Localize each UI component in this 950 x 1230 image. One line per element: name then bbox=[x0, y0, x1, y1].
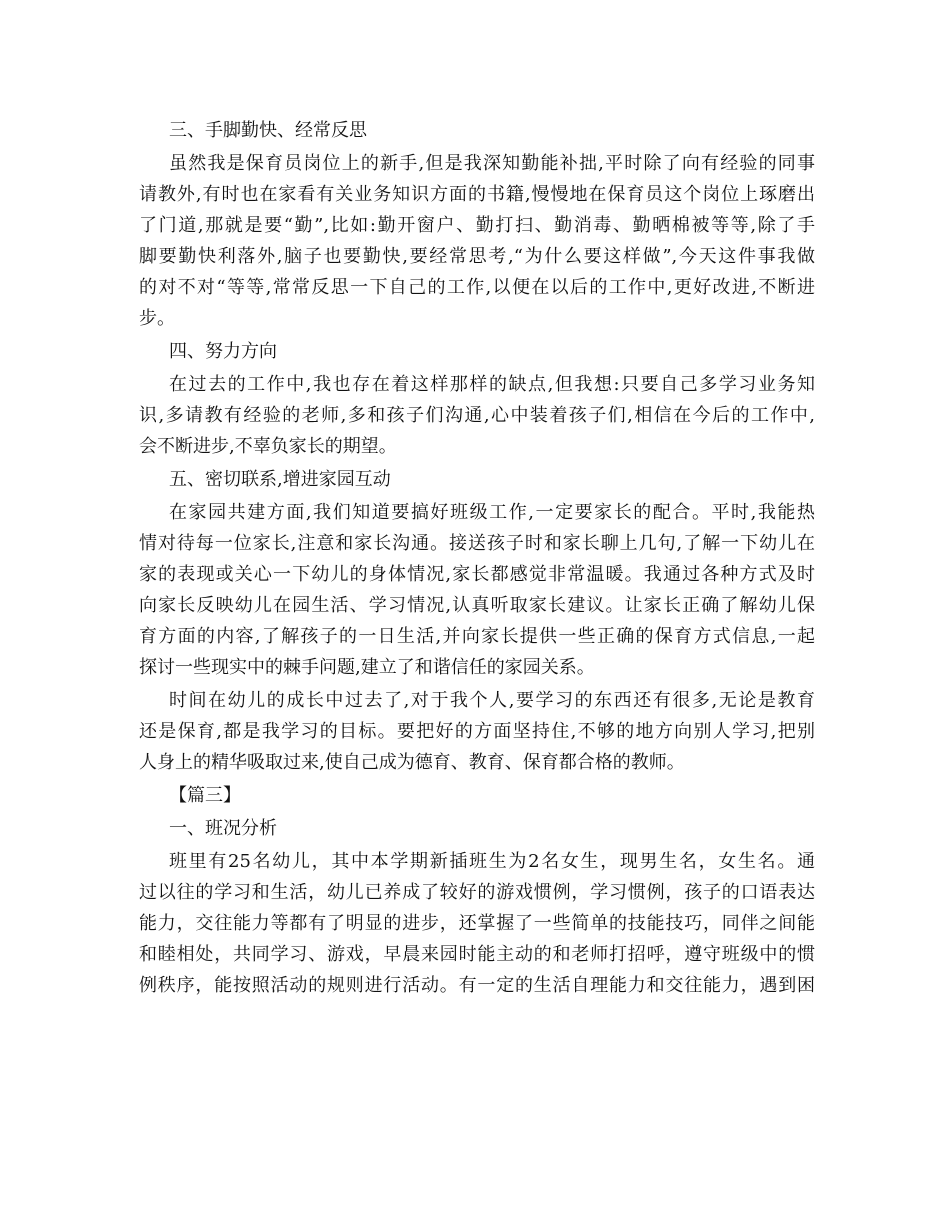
paragraph-line: 识,多请教有经验的老师,多和孩子们沟通,心中装着孩子们,相信在今后的工作中, bbox=[139, 405, 815, 426]
section-heading-1: 一、班况分析 bbox=[169, 818, 277, 839]
paragraph-line: 请教外,有时也在家看有关业务知识方面的书籍,慢慢地在保育员这个岗位上琢磨出 bbox=[139, 184, 815, 205]
paragraph-line: 育方面的内容,了解孩子的一日生活,并向家长提供一些正确的保育方式信息,一起 bbox=[139, 626, 815, 647]
paragraph-line: 探讨一些现实中的棘手问题,建立了和谐信任的家园关系。 bbox=[139, 657, 595, 678]
paragraph-line: 例秩序，能按照活动的规则进行活动。有一定的生活自理能力和交往能力，遇到困 bbox=[139, 975, 815, 996]
part-heading: 【篇三】 bbox=[169, 785, 241, 806]
paragraph-line: 能力，交往能力等都有了明显的进步，还掌握了一些简单的技能技巧，同伴之间能 bbox=[139, 913, 815, 934]
paragraph-line: 过以往的学习和生活，幼儿已养成了较好的游戏惯例，学习惯例，孩子的口语表达 bbox=[139, 882, 815, 903]
paragraph-line: 步。 bbox=[139, 308, 175, 329]
paragraph-line: 和睦相处，共同学习、游戏，早晨来园时能主动的和老师打招呼，遵守班级中的惯 bbox=[139, 944, 815, 965]
paragraph-line: 在家园共建方面,我们知道要搞好班级工作,一定要家长的配合。平时,我能热 bbox=[169, 502, 815, 523]
paragraph-line: 向家长反映幼儿在园生活、学习情况,认真听取家长建议。让家长正确了解幼儿保 bbox=[139, 595, 815, 616]
section-heading-3: 三、手脚勤快、经常反思 bbox=[169, 120, 367, 141]
paragraph-line: 班里有25名幼儿，其中本学期新插班生为2名女生，现男生名，女生名。通 bbox=[169, 851, 815, 872]
paragraph-line: 的对不对“等等,常常反思一下自己的工作,以便在以后的工作中,更好改进,不断进 bbox=[139, 277, 815, 298]
paragraph-line: 虽然我是保育员岗位上的新手,但是我深知勤能补拙,平时除了向有经验的同事 bbox=[169, 153, 815, 174]
paragraph-line: 脚要勤快利落外,脑子也要勤快,要经常思考,“为什么要这样做”,今天这件事我做 bbox=[139, 246, 815, 267]
paragraph-line: 在过去的工作中,我也存在着这样那样的缺点,但我想:只要自己多学习业务知 bbox=[169, 374, 815, 395]
paragraph-line: 时间在幼儿的成长中过去了,对于我个人,要学习的东西还有很多,无论是教育 bbox=[169, 690, 815, 711]
section-heading-4: 四、努力方向 bbox=[169, 341, 277, 362]
paragraph-line: 会不断进步,不辜负家长的期望。 bbox=[139, 436, 397, 457]
paragraph-line: 人身上的精华吸取过来,使自己成为德育、教育、保育都合格的教师。 bbox=[139, 752, 685, 773]
paragraph-line: 还是保育,都是我学习的目标。要把好的方面坚持住,不够的地方向别人学习,把别 bbox=[139, 721, 815, 742]
paragraph-line: 了门道,那就是要“勤”,比如:勤开窗户、勤打扫、勤消毒、勤晒棉被等等,除了手 bbox=[139, 215, 815, 236]
section-heading-5: 五、密切联系,增进家园互动 bbox=[169, 469, 391, 490]
paragraph-line: 情对待每一位家长,注意和家长沟通。接送孩子时和家长聊上几句,了解一下幼儿在 bbox=[139, 533, 815, 554]
paragraph-line: 家的表现或关心一下幼儿的身体情况,家长都感觉非常温暖。我通过各种方式及时 bbox=[139, 564, 815, 585]
document-body bbox=[139, 115, 815, 1001]
